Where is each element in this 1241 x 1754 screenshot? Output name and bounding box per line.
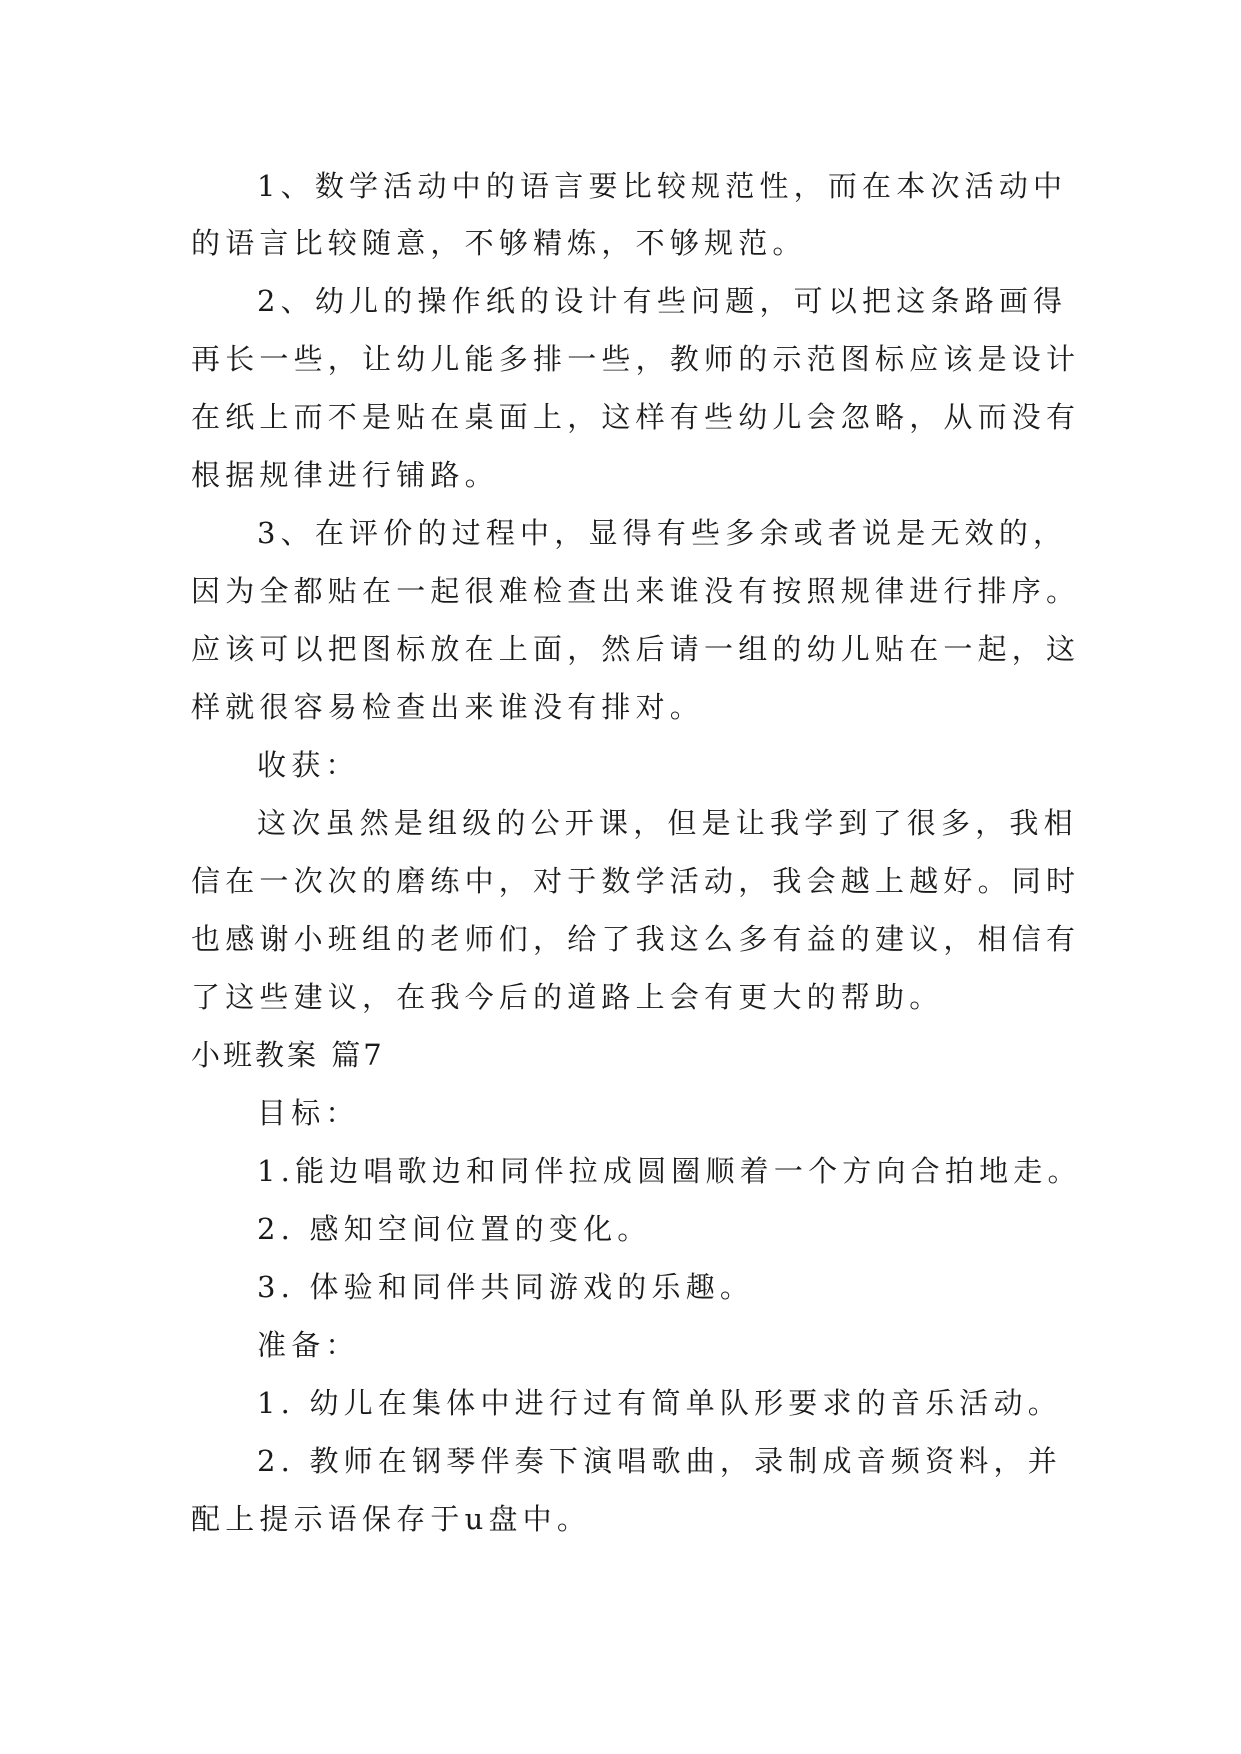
paragraph-line: 信在一次次的磨练中，对于数学活动，我会越上越好。同时: [191, 864, 1081, 898]
paragraph-line: 配上提示语保存于u盘中。: [191, 1502, 592, 1536]
paragraph-line: 2、幼儿的操作纸的设计有些问题，可以把这条路画得: [257, 284, 1068, 318]
paragraph-line: 3、在评价的过程中，显得有些多余或者说是无效的，: [257, 516, 1068, 550]
section-heading: 小班教案 篇7: [191, 1038, 385, 1072]
paragraph-line: 再长一些，让幼儿能多排一些，教师的示范图标应该是设计: [191, 342, 1081, 376]
paragraph-line: 根据规律进行铺路。: [191, 458, 499, 492]
paragraph-line: 因为全都贴在一起很难检查出来谁没有按照规律进行排序。: [191, 574, 1081, 608]
paragraph-line: 样就很容易检查出来谁没有排对。: [191, 690, 705, 724]
list-item: 2. 教师在钢琴伴奏下演唱歌曲，录制成音频资料，并: [257, 1444, 1062, 1478]
section-label: 准备：: [257, 1328, 360, 1362]
paragraph-line: 也感谢小班组的老师们，给了我这么多有益的建议，相信有: [191, 922, 1081, 956]
paragraph-line: 在纸上而不是贴在桌面上，这样有些幼儿会忽略，从而没有: [191, 400, 1081, 434]
paragraph-line: 这次虽然是组级的公开课，但是让我学到了很多，我相: [257, 806, 1078, 840]
section-label: 收获：: [257, 748, 360, 782]
paragraph-line: 应该可以把图标放在上面，然后请一组的幼儿贴在一起，这: [191, 632, 1081, 666]
paragraph-line: 1、数学活动中的语言要比较规范性，而在本次活动中: [257, 169, 1068, 203]
list-item: 2. 感知空间位置的变化。: [257, 1212, 652, 1246]
list-item: 1.能边唱歌边和同伴拉成圆圈顺着一个方向合拍地走。: [257, 1154, 1082, 1188]
section-label: 目标：: [257, 1096, 360, 1130]
list-item: 3. 体验和同伴共同游戏的乐趣。: [257, 1270, 755, 1304]
paragraph-line: 了这些建议，在我今后的道路上会有更大的帮助。: [191, 980, 944, 1014]
list-item: 1. 幼儿在集体中进行过有简单队形要求的音乐活动。: [257, 1386, 1062, 1420]
paragraph-line: 的语言比较随意，不够精炼，不够规范。: [191, 226, 807, 260]
